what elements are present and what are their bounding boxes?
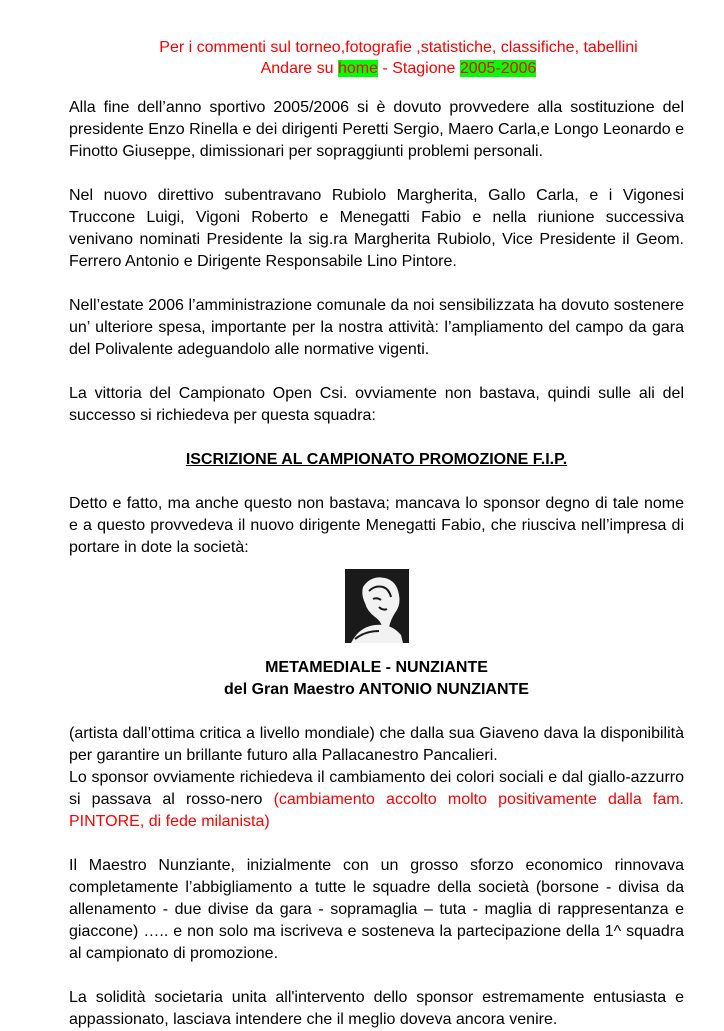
nav-line-2 xyxy=(113,58,684,79)
paragraph-9: La solidità societaria unita all'intervento dello sponsor estremamente entusiasta e appassionato, lasciava intendere che il meglio doveva ancora venire. xyxy=(69,989,684,1028)
sponsor-name: METAMEDIALE - NUNZIANTE xyxy=(265,659,488,676)
nav-prefix: Andare su xyxy=(260,60,338,77)
paragraph-4: La vittoria del Campionato Open Csi. ovviamente non bastava, quindi sulle ali del successo si richiedeva per questa squadra: xyxy=(69,385,684,424)
document-page xyxy=(69,37,684,1031)
season-link[interactable]: 2005-2006 xyxy=(459,60,537,77)
paragraph-8: Il Maestro Nunziante, inizialmente con un grosso sforzo economico rinnovava completamente l’abbigliamento a tutte le squadre della società (borsone - divisa da allenamento - due divise da gara - sopramaglia – tuta - maglia di rappresentanza e giaccone) ….. e non solo ma iscriveva e sosteneva la partecipazione della 1^ squadra al campionato di promozione. xyxy=(69,857,684,962)
sponsor-subtitle: del Gran Maestro ANTONIO NUNZIANTE xyxy=(224,681,529,698)
paragraph-6: (artista dall’ottima critica a livello mondiale) che dalla sua Giaveno dava la disponibilità per garantire un brillante futuro alla Pallacanestro Pancalieri. xyxy=(69,725,684,764)
paragraph-7-text: Lo sponsor ovviamente richiedeva il cambiamento dei colori sociali e dal giallo-azzurro si passava al rosso-nero xyxy=(69,769,684,808)
paragraph-5: Detto e fatto, ma anche questo non bastava; mancava lo sponsor degno di tale nome e a questo provvedeva il nuovo dirigente Menegatti Fabio, che riusciva nell’impresa di portare in dote la società: xyxy=(69,495,684,556)
paragraph-7-red-note: (cambiamento accolto molto positivamente dalla fam. PINTORE, di fede milanista) xyxy=(69,791,685,830)
paragraph-2: Nel nuovo direttivo subentravano Rubiolo Margherita, Gallo Carla, e i Vigonesi Truccone Luigi, Vigoni Roberto e Menegatti Fabio e nella riunione successiva venivano nominati Presidente la sig.ra Margherita Rubiolo, Vice Presidente il Geom. Ferrero Antonio e Dirigente Responsabile Lino Pintore. xyxy=(69,187,684,270)
section-heading: ISCRIZIONE AL CAMPIONATO PROMOZIONE F.I.P. xyxy=(185,451,568,468)
paragraph-1: Alla fine dell’anno sportivo 2005/2006 si è dovuto provvedere alla sostituzione del presidente Enzo Rinella e dei dirigenti Peretti Sergio, Maero Carla,e Longo Leonardo e Finotto Giuseppe, dimissionari per sopraggiunti problemi personali. xyxy=(69,99,684,160)
home-link[interactable]: home xyxy=(338,60,379,77)
nav-header xyxy=(113,37,684,79)
paragraph-3: Nell’estate 2006 l’amministrazione comunale da noi sensibilizzata ha dovuto sostenere un’ ulteriore spesa, importante per la nostra attività: l’ampliamento del campo da gara del Polivalente adeguandolo alle normative vigenti. xyxy=(69,297,684,358)
paragraph-7 xyxy=(69,767,684,833)
nav-middle: - Stagione xyxy=(378,60,460,77)
portrait-logo-icon xyxy=(345,569,409,643)
nav-line-1: Per i commenti sul torneo,fotografie ,statistiche, classifiche, tabellini xyxy=(159,39,638,56)
sponsor-logo-wrap xyxy=(69,569,684,643)
